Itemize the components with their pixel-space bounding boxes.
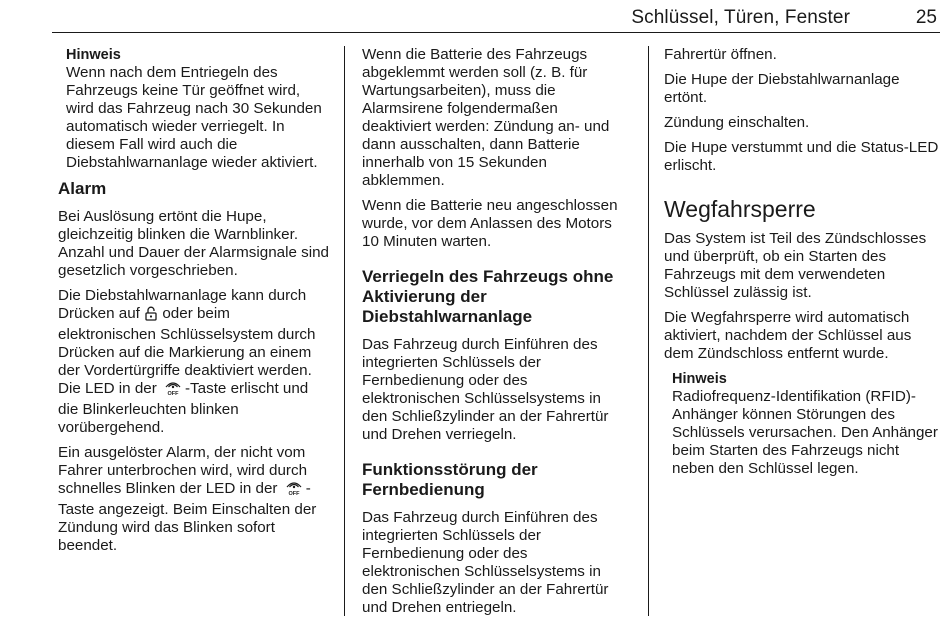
page-header: [52, 4, 940, 33]
svg-text:OFF: OFF: [167, 391, 179, 396]
text-segment: -Taste erlischt und die Blinkerleuchten blinken vorübergehend.: [58, 380, 309, 436]
page-title: Schlüssel, Türen, Fenster: [631, 7, 850, 28]
note-text: Radiofrequenz-Identifikation (RFID)-Anhänger können Störungen des Schlüssels verursachen. Den Anhänger beim Starten des Fahrzeugs nicht neben den Schlüssel legen.: [672, 388, 938, 477]
note-box: [672, 370, 940, 478]
column-2: [362, 46, 628, 624]
paragraph: Das System ist Teil des Zündschlosses und überprüft, ob ein Starten des Fahrzeugs mit dem verwendeten Schlüssel zulässig ist.: [664, 230, 927, 301]
note-text: Wenn nach dem Entriegeln des Fahrzeugs keine Tür geöffnet wird, wird das Fahrzeug nach 30 Sekunden automatisch wieder verriegelt. In diesem Fall wird auch die Diebstahlwarnanlage wieder aktiviert.: [66, 64, 322, 171]
text-segment: Die Diebstahlwarnanlage kann durch Drücken auf: [58, 287, 307, 322]
paragraph: Zündung einschalten.: [664, 114, 810, 131]
paragraph: Wenn die Batterie neu angeschlossen wurde, vor dem Anlassen des Motors 10 Minuten warten.: [362, 197, 618, 250]
paragraph: Die Wegfahrsperre wird automatisch aktiviert, nachdem der Schlüssel aus dem Zündschloss entfernt wurde.: [664, 309, 912, 362]
text-segment: -Taste angezeigt. Beim Einschalten der Zündung wird das Blinken sofort beendet.: [58, 480, 317, 554]
column-divider: [648, 46, 649, 616]
note-box: [66, 46, 330, 172]
paragraph: Die Hupe der Diebstahlwarnanlage ertönt.: [664, 71, 900, 106]
unlock-icon: [145, 306, 157, 326]
paragraph: Die Hupe verstummt und die Status-LED erlischt.: [664, 139, 939, 174]
note-title: Hinweis: [672, 371, 727, 387]
paragraph: [58, 444, 330, 555]
section-heading: Verriegeln des Fahrzeugs ohne Aktivierung der Diebstahlwarnanlage: [362, 267, 614, 326]
text-segment: oder beim elektronischen Schlüsselsystem durch Drücken auf die Markierung an einem der Vordertürgriffe deaktiviert werden. Die LED in der: [58, 305, 316, 397]
section-heading: Funktionsstörung der Fernbedienung: [362, 460, 538, 499]
section-heading-wegfahrsperre: Wegfahrsperre: [664, 196, 816, 222]
alarm-off-button-icon: [162, 380, 184, 401]
section-heading-alarm: Alarm: [58, 179, 107, 198]
paragraph: [58, 287, 330, 437]
column-3: [664, 46, 940, 485]
alarm-off-button-icon: [283, 480, 305, 501]
paragraph: Bei Auslösung ertönt die Hupe, gleichzeitig blinken die Warnblinker. Anzahl und Dauer der Alarmsignale sind gesetzlich vorgeschrieben.: [58, 208, 330, 279]
paragraph: Das Fahrzeug durch Einführen des integrierten Schlüssels der Fernbedienung oder des elektronischen Schlüsselsystems in den Schließzylinder an der Fahrertür und Drehen entriegeln.: [362, 509, 609, 616]
note-title: Hinweis: [66, 47, 121, 63]
column-1: [58, 46, 330, 562]
paragraph: Das Fahrzeug durch Einführen des integrierten Schlüssels der Fernbedienung oder des elektronischen Schlüsselsystems in den Schließzylinder an der Fahrertür und Drehen verriegeln.: [362, 336, 609, 443]
paragraph: Fahrertür öffnen.: [664, 46, 777, 63]
page-number: 25: [915, 7, 937, 28]
paragraph: Wenn die Batterie des Fahrzeugs abgeklemmt werden soll (z. B. für Wartungsarbeiten), muss die Alarmsirene folgendermaßen deaktiviert werden: Zündung an- und dann ausschalten, dann Batterie innerhalb von 15 Sekunden abklemmen.: [362, 46, 610, 189]
text-segment: Ein ausgelöster Alarm, der nicht vom Fahrer unterbrochen wird, wird durch schnelles Blinken der LED in der: [58, 444, 308, 497]
column-divider: [344, 46, 345, 616]
svg-text:OFF: OFF: [288, 491, 300, 496]
